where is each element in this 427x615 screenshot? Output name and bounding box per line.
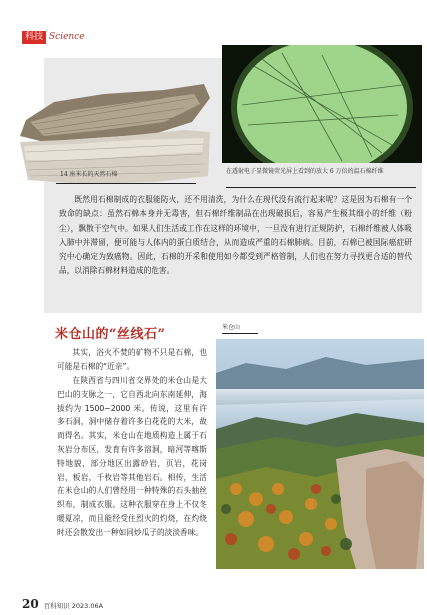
left-figure-caption: 14 座米长的天然石棉: [60, 171, 118, 178]
section-title: 米仓山的“丝线石”: [55, 327, 166, 342]
micang-mountain-photo: [216, 339, 424, 569]
section-tag: 科技: [22, 31, 46, 44]
photo-caption: 米仓山: [222, 324, 241, 331]
right-figure-caption: 在透射电子显微镜荧光屏上看到的放大 6 万倍的温石棉纤维: [226, 168, 384, 175]
caption-rule-left: [56, 183, 196, 184]
microscope-fiber-image: [222, 45, 422, 163]
publication-info: 百科知识 2023.06A: [43, 602, 104, 610]
intro-paragraph: 既然用石棉制成的衣服能防火，还不用清洗，为什么在现代没有流行起来呢？这是因为石棉有一个致命的缺点：虽然石棉本身并无毒害，但石棉纤维制品在出现破损后，容易产生极其细小的纤维（粉尘），飘散于空气中。如果人们生活或工作在这样的环境中，一旦没有进行正规防护，石棉纤维被人体吸入肺中并滞留，便可能与人体内的蛋白质结合，从而造成严重的石棉肺病。目前，石棉已被国际癌症研究中心确定为致癌物。因此，石棉的开采和使用如今都受到严格管制，人们也在努力寻找更合适的替代品，以消除石棉材料造成的危害。: [59, 195, 412, 276]
page-footer: [22, 597, 103, 611]
section-header: [22, 30, 85, 44]
photo-caption-rule: [222, 333, 258, 334]
caption-rule-right: [226, 187, 416, 188]
page-number: 20: [22, 597, 39, 611]
section-paragraph-1: 其实，浴火不焚的矿物不只是石棉，也可能是石棉的“近亲”。: [57, 348, 207, 371]
section-paragraph-2: 在陕西省与四川省交界处的米仓山是大巴山的支脉之一，它自西北向东南延伸，海拔约为 1500~2000 米。传说，这里有许多石洞，洞中储存着许多白花花的大米，故而得名。其实，米仓山在地质构造上属于石灰岩分布区，发育有许多溶洞，暗河等喀斯特地貌，部分地区出露砂岩，页岩，花岗岩，板岩，千枚岩等其他岩石。相传，生活在米仓山的人们曾经用一种特殊的石头抽丝织布，制成衣服。这种衣服穿在身上不仅冬暖夏凉，而且能经受住烈火的灼烧，在灼烧时还会散发出一种如同炒瓜子的淡淡香味。: [57, 376, 207, 537]
section-label: Science: [49, 32, 85, 42]
